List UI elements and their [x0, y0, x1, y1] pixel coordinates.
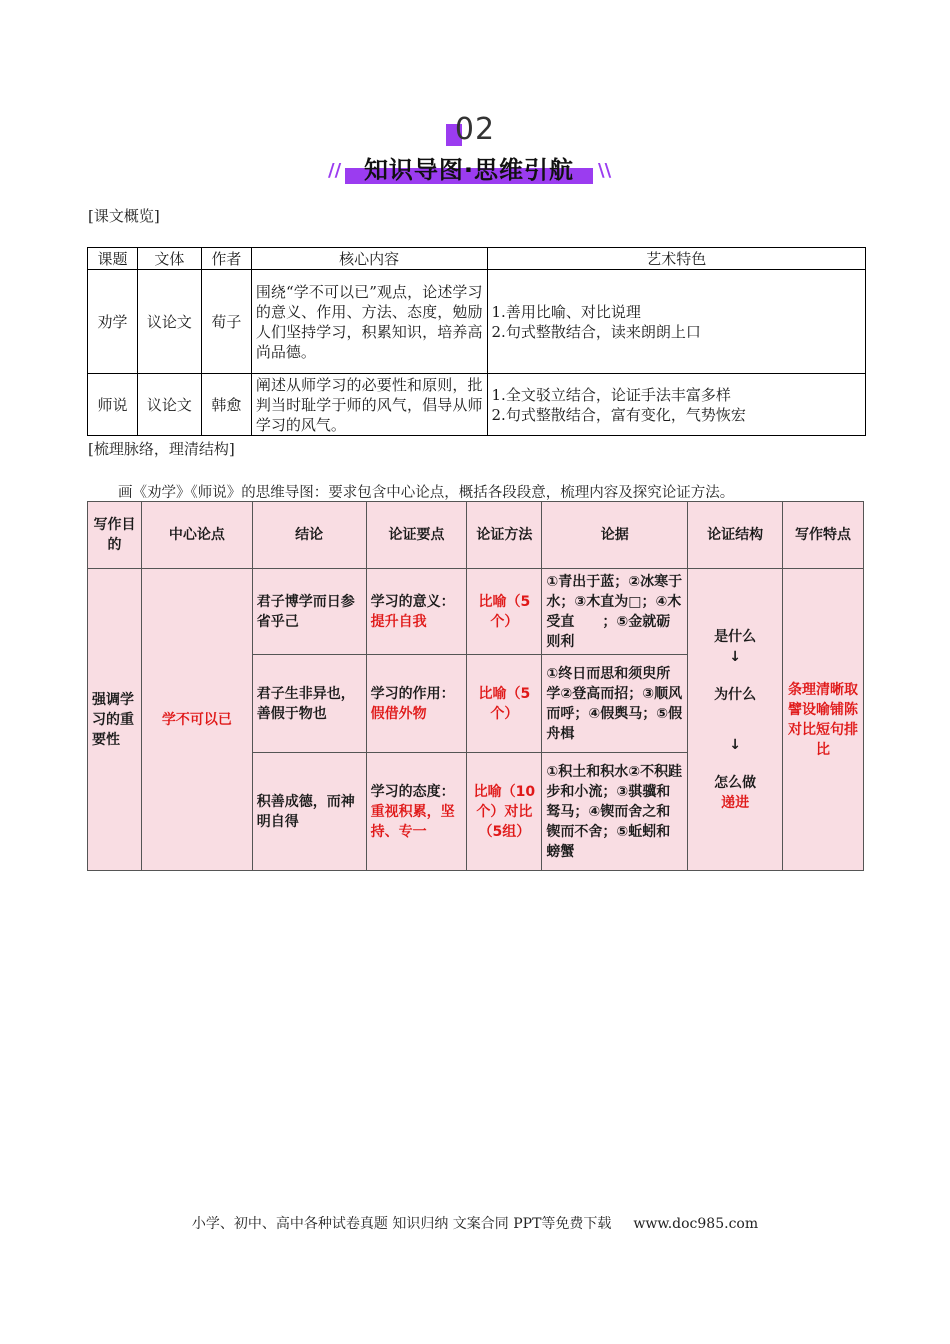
cell-thesis: 学不可以已	[141, 569, 252, 871]
section-number: 02	[454, 112, 496, 147]
mind-map-header-row	[88, 502, 864, 569]
down-arrow-icon: ↓	[729, 648, 741, 665]
cell-method: 比喻（5个）	[467, 569, 542, 655]
header-arg-structure: 论证结构	[688, 502, 783, 569]
header-content: 核心内容	[251, 248, 487, 270]
cell-point	[366, 655, 467, 753]
arg-step-why: 为什么	[714, 686, 757, 703]
cell-arg-structure	[688, 569, 783, 871]
header-topic: 课题	[88, 248, 138, 270]
cell-conclusion: 君子博学而日参省乎己	[252, 569, 366, 655]
header-purpose: 写作目的	[88, 502, 142, 569]
cell-point	[366, 569, 467, 655]
overview-label: [课文概览]	[88, 207, 160, 225]
cell-conclusion: 积善成德，而神明自得	[252, 753, 366, 871]
point-prefix: 学习的作用：	[370, 685, 455, 702]
arg-step-how: 怎么做	[714, 774, 757, 791]
point-highlight: 提升自我	[370, 613, 427, 630]
feature-line: 1.全文驳立结合，论证手法丰富多样	[491, 385, 731, 404]
cell-author: 荀子	[201, 270, 251, 374]
table-row	[88, 569, 864, 655]
cell-writing-features: 条理清晰取譬设喻铺陈对比短句排比	[783, 569, 864, 871]
header-evidence: 论据	[542, 502, 688, 569]
cell-method: 比喻（10个）对比（5组）	[467, 753, 542, 871]
cell-evidence: ①青出于蓝；②冰寒于水；③木直为□；④木受直 ；⑤金就砺则利	[542, 569, 688, 655]
cell-purpose: 强调学习的重要性	[88, 569, 142, 871]
feature-line: 2.句式整散结合，读来朗朗上口	[491, 322, 701, 341]
cell-conclusion: 君子生非异也，善假于物也	[252, 655, 366, 753]
cell-features	[487, 374, 865, 436]
cell-author: 韩愈	[201, 374, 251, 436]
point-prefix: 学习的意义：	[370, 593, 455, 610]
point-prefix: 学习的态度：	[370, 783, 455, 800]
table-row	[88, 374, 866, 436]
cell-genre: 议论文	[137, 374, 201, 436]
down-arrow-icon: ↓	[729, 736, 741, 753]
right-slash-decoration: \\	[598, 160, 612, 181]
header-writing-features: 写作特点	[783, 502, 864, 569]
header-conclusion: 结论	[252, 502, 366, 569]
feature-line: 1.善用比喻、对比说理	[491, 302, 641, 321]
point-highlight: 重视积累，坚持、专一	[370, 803, 455, 840]
cell-topic: 劝学	[88, 270, 138, 374]
cell-method: 比喻（5个）	[467, 655, 542, 753]
header-thesis: 中心论点	[141, 502, 252, 569]
cell-evidence: ①积土和积水②不积跬步和小流；③骐骥和驽马；④锲而舍之和锲而不舍；⑤蚯蚓和螃蟹	[542, 753, 688, 871]
structure-label: [梳理脉络，理清结构]	[88, 440, 235, 458]
cell-point	[366, 753, 467, 871]
mind-map-table	[87, 501, 864, 871]
arg-structure-note: 递进	[721, 794, 750, 811]
cell-evidence: ①终日而思和须臾所学②登高而招；③顺风而呼；④假舆马；⑤假舟楫	[542, 655, 688, 753]
header-author: 作者	[201, 248, 251, 270]
table-row	[88, 270, 866, 374]
structure-instruction: 画《劝学》《师说》的思维导图：要求包含中心论点，概括各段段意，梳理内容及探究论证方法。	[118, 485, 735, 501]
arg-step-what: 是什么	[714, 628, 757, 645]
header-features: 艺术特色	[487, 248, 865, 270]
overview-table	[87, 247, 866, 436]
header-method: 论证方法	[467, 502, 542, 569]
cell-content: 阐述从师学习的必要性和原则，批判当时耻学于师的风气，倡导从师学习的风气。	[251, 374, 487, 436]
left-slash-decoration: //	[328, 160, 342, 181]
section-title: 知识导图·思维引航	[363, 156, 575, 184]
overview-header-row	[88, 248, 866, 270]
header-genre: 文体	[137, 248, 201, 270]
feature-line: 2.句式整散结合，富有变化，气势恢宏	[491, 405, 746, 424]
cell-topic: 师说	[88, 374, 138, 436]
footer-text: 小学、初中、高中各种试卷真题 知识归纳 文案合同 PPT等免费下载	[191, 1216, 612, 1232]
cell-features	[487, 270, 865, 374]
point-highlight: 假借外物	[370, 705, 427, 722]
cell-content: 围绕“学不可以已”观点，论述学习的意义、作用、方法、态度，勉励人们坚持学习，积累知识，培养高尚品德。	[251, 270, 487, 374]
cell-genre: 议论文	[137, 270, 201, 374]
footer-link[interactable]: www.doc985.com	[633, 1216, 759, 1232]
footer	[0, 1213, 950, 1233]
header-point: 论证要点	[366, 502, 467, 569]
